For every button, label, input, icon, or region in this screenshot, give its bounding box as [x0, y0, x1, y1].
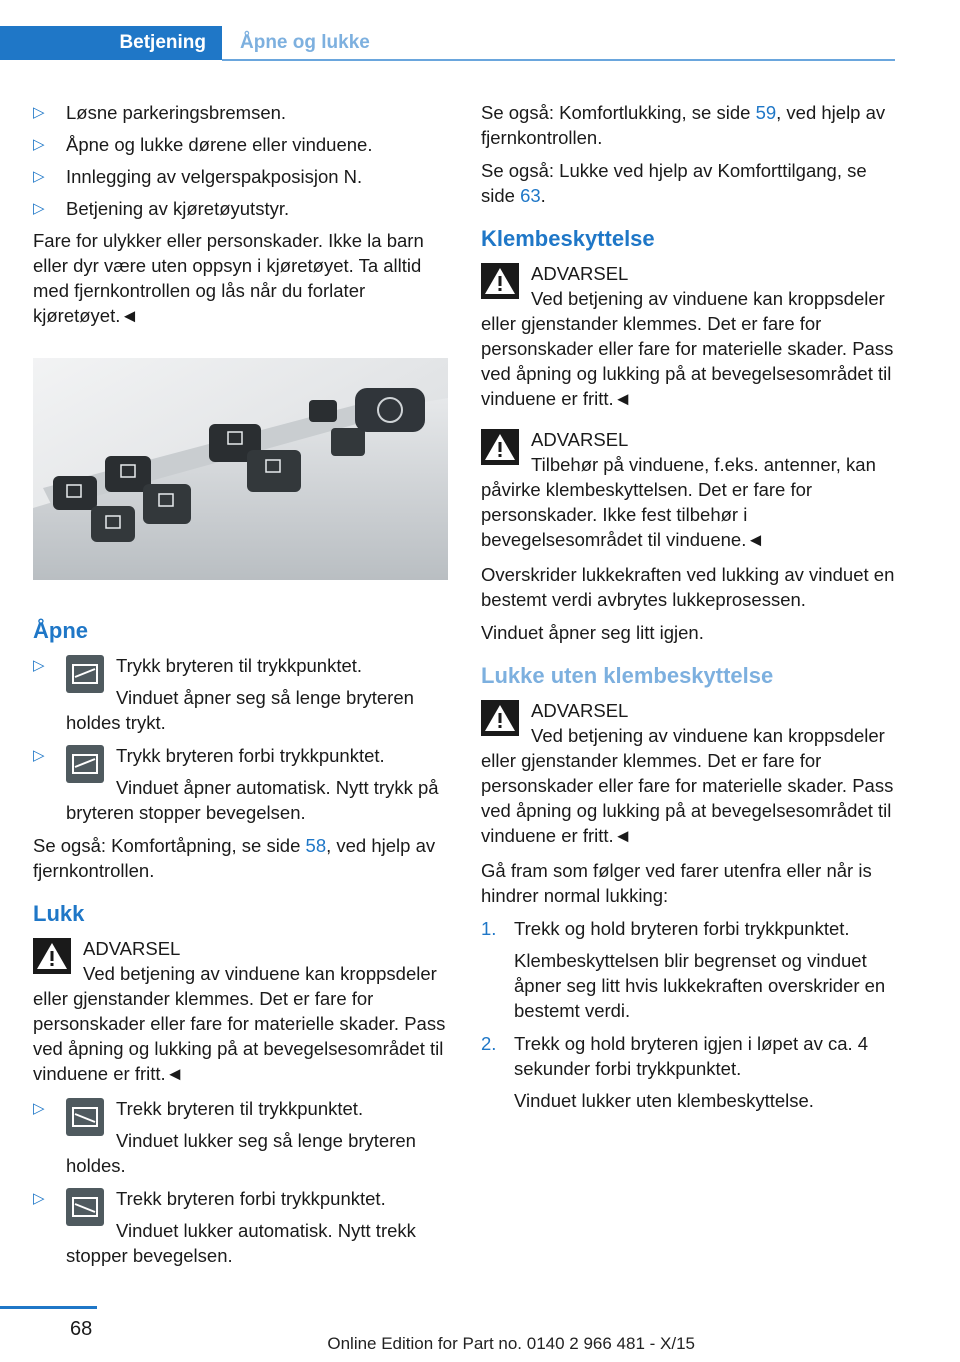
- triangle-right-icon: ▷: [33, 200, 45, 217]
- triangle-right-icon: ▷: [33, 168, 45, 185]
- window-switch-icon: [66, 1188, 104, 1226]
- triangle-right-icon: ▷: [33, 1190, 45, 1207]
- section-heading-close: Lukk: [33, 901, 85, 926]
- window-switch-icon: [66, 1098, 104, 1136]
- list-item: 1. Trekk og hold bryteren forbi trykkpunktet. Klembeskyttelsen blir begrenset og vinduet åpner seg litt hvis lukkekraften overskrider en bestemt verdi.: [481, 918, 886, 1021]
- page-link[interactable]: 58: [305, 835, 327, 856]
- list-item: ▷ Betjening av kjøretøyutstyr.: [33, 198, 290, 219]
- list-item: ▷ Trykk bryteren til trykkpunktet. Vinduet åpner seg så lenge bryteren holdes trykt.: [33, 655, 414, 733]
- list-item: ▷ Åpne og lukke dørene eller vinduene.: [33, 134, 373, 155]
- list-item: ▷ Trykk bryteren forbi trykkpunktet. Vinduet åpner automatisk. Nytt trykk på bryteren stopper bevegelsen.: [33, 745, 439, 823]
- left-column: [33, 100, 448, 1276]
- warning-block: ADVARSEL Ved betjening av vinduene kan kroppsdeler eller gjenstander klemmes. Det er fare for personskader eller fare for materielle skader. Pass ved åpning og lukking på at bevegelsesområdet til vinduene er fritt.◄: [481, 263, 894, 409]
- warning-triangle-icon: [481, 429, 519, 465]
- header-rule: [222, 59, 895, 61]
- subsection-tab: Åpne og lukke: [240, 32, 370, 53]
- right-column: [481, 100, 896, 1121]
- page-header: [0, 26, 895, 62]
- warning-triangle-icon: [481, 263, 519, 299]
- pinch-para: Overskrider lukkekraften ved lukking av vinduet en bestemt verdi avbrytes lukkeprosessen.: [481, 564, 895, 610]
- triangle-right-icon: ▷: [33, 747, 45, 764]
- section-heading-open: Åpne: [33, 618, 88, 643]
- window-switch-photo: [33, 358, 448, 580]
- warning-triangle-icon: [481, 700, 519, 736]
- list-item: ▷ Trekk bryteren forbi trykkpunktet. Vinduet lukker automatisk. Nytt trekk stopper bevegelsen.: [33, 1188, 416, 1266]
- triangle-right-icon: ▷: [33, 1100, 45, 1117]
- page-number: 68: [70, 1318, 93, 1340]
- see-also-close: Se også: Komfortlukking, se side 59, ved hjelp av fjernkontrollen.: [481, 102, 886, 148]
- list-item: 2. Trekk og hold bryteren igjen i løpet av ca. 4 sekunder forbi trykkpunktet. Vinduet lukker uten klembeskyttelse.: [481, 1033, 869, 1111]
- section-tab: Betjening: [0, 26, 222, 60]
- section-heading-nopinch: Lukke uten klembeskyttelse: [481, 663, 774, 688]
- list-item: ▷ Innlegging av velgerspakposisjon N.: [33, 166, 363, 187]
- hazard-text: Fare for ulykker eller personskader. Ikke la barn eller dyr være uten oppsyn i kjøretøyet. Ta alltid med fjernkontrollen og lås når du forlater kjøretøyet.◄: [33, 230, 424, 326]
- edition-note: Online Edition for Part no. 0140 2 966 481 - X/15: [327, 1334, 695, 1353]
- window-switch-icon: [66, 745, 104, 783]
- page-link[interactable]: 63: [520, 185, 541, 206]
- triangle-right-icon: ▷: [33, 104, 45, 121]
- nopinch-para: Gå fram som følger ved farer utenfra eller når is hindrer normal lukking:: [481, 860, 872, 906]
- page-link[interactable]: 59: [755, 102, 777, 123]
- warning-block: ADVARSEL Ved betjening av vinduene kan kroppsdeler eller gjenstander klemmes. Det er fare for personskader eller fare for materielle skader. Pass ved åpning og lukking på at bevegelsesområdet til vinduene er fritt.◄: [481, 700, 894, 846]
- section-heading-pinch: Klembeskyttelse: [481, 226, 655, 251]
- warning-block: ADVARSEL Tilbehør på vinduene, f.eks. antenner, kan påvirke klembeskyttelsen. Det er fare for personskader. Ikke fest tilbehør i bevegelsesområdet til vinduene.◄: [481, 429, 876, 550]
- warning-block: ADVARSEL Ved betjening av vinduene kan kroppsdeler eller gjenstander klemmes. Det er fare for personskader eller fare for materielle skader. Pass ved åpning og lukking på at bevegelsesområdet til vinduene er fritt.◄: [33, 938, 446, 1084]
- warning-triangle-icon: [33, 938, 71, 974]
- see-also-comfort: Se også: Lukke ved hjelp av Komforttilgang, se side 63.: [481, 160, 867, 206]
- pinch-para: Vinduet åpner seg litt igjen.: [481, 622, 704, 643]
- see-also-open: Se også: Komfortåpning, se side 58, ved hjelp av fjernkontrollen.: [33, 835, 436, 881]
- window-switch-icon: [66, 655, 104, 693]
- footer-rule: [0, 1306, 97, 1309]
- list-item: ▷ Løsne parkeringsbremsen.: [33, 102, 287, 123]
- triangle-right-icon: ▷: [33, 657, 45, 674]
- triangle-right-icon: ▷: [33, 136, 45, 153]
- list-item: ▷ Trekk bryteren til trykkpunktet. Vinduet lukker seg så lenge bryteren holdes.: [33, 1098, 416, 1176]
